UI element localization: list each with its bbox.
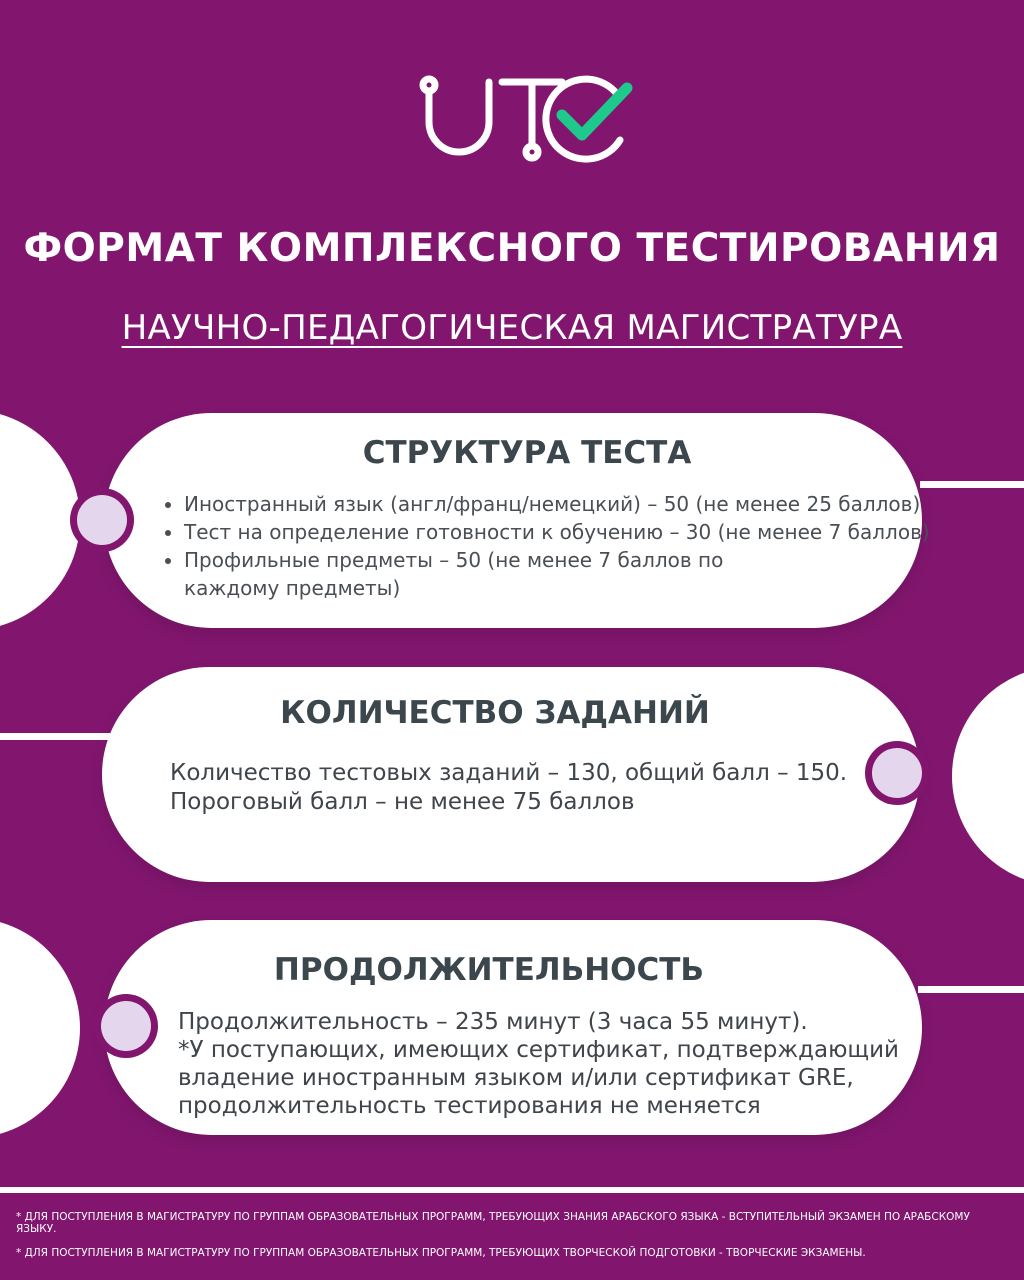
- decor-circle-left-1: [0, 410, 80, 630]
- text-line: Пороговый балл – не менее 75 баллов: [170, 789, 635, 815]
- list-item: • Иностранный язык (англ/франц/немецкий) – 50 (не менее 25 баллов): [184, 490, 954, 518]
- page-title: ФОРМАТ КОМПЛЕКСНОГО ТЕСТИРОВАНИЯ: [23, 226, 1001, 271]
- logo-letter-u: [429, 82, 489, 152]
- list-item: • Профильные предметы – 50 (не менее 7 баллов по каждому предметы): [184, 546, 824, 602]
- decor-line-2: [0, 733, 110, 740]
- card-title: КОЛИЧЕСТВО ЗАДАНИЙ: [280, 695, 710, 731]
- decor-circle-left-3: [0, 918, 80, 1138]
- text-line: *У поступающих, имеющих сертификат, подтверждающий: [178, 1037, 899, 1063]
- card-text: [178, 1008, 899, 1120]
- decor-circle-right-2: [952, 666, 1024, 886]
- decor-line-1: [920, 481, 1024, 488]
- logo-letter-c: [546, 79, 620, 159]
- card-knob-icon: [865, 741, 929, 805]
- card-test-structure: [104, 413, 930, 628]
- decor-line-3: [918, 986, 1024, 993]
- text-line: Количество тестовых заданий – 130, общий балл – 150.: [170, 760, 848, 786]
- card-knob-icon: [94, 994, 158, 1058]
- circuit-node-icon: [526, 146, 538, 158]
- card-title: ПРОДОЛЖИТЕЛЬНОСТЬ: [273, 952, 705, 988]
- card-title: СТРУКТУРА ТЕСТА: [362, 435, 692, 471]
- footnote-creative: * ДЛЯ ПОСТУПЛЕНИЯ В МАГИСТРАТУРУ ПО ГРУППАМ ОБРАЗОВАТЕЛЬНЫХ ПРОГРАММ, ТРЕБУЮЩИХ ТВОРЧЕСКОЙ ПОДГОТОВКИ - ТВОРЧЕСКИЕ ЭКЗАМЕНЫ.: [16, 1247, 866, 1259]
- text-line: продолжительность тестирования не меняется: [178, 1093, 761, 1119]
- footnote-arabic: * ДЛЯ ПОСТУПЛЕНИЯ В МАГИСТРАТУРУ ПО ГРУППАМ ОБРАЗОВАТЕЛЬНЫХ ПРОГРАММ, ТРЕБУЮЩИХ ЗНАНИЯ АРАБСКОГО ЯЗЫКА - ВСТУПИТЕЛЬНЫЙ ЭКЗАМЕН ПО АРАБСКОМУ ЯЗЫКУ.: [16, 1211, 970, 1235]
- list-item: • Тест на определение готовности к обучению – 30 (не менее 7 баллов): [184, 518, 954, 546]
- text-line: Продолжительность – 235 минут (3 часа 55 минут).: [178, 1009, 808, 1035]
- card-text: [170, 759, 847, 817]
- footer-divider: [0, 1187, 1024, 1193]
- card-knob-icon: [70, 488, 134, 552]
- utc-logo: [412, 70, 642, 170]
- page-subtitle: НАУЧНО-ПЕДАГОГИЧЕСКАЯ МАГИСТРАТУРА: [121, 308, 903, 348]
- check-icon: [562, 88, 627, 135]
- text-line: владение иностранным языком и/или сертификат GRE,: [178, 1065, 854, 1091]
- card-duration: [104, 920, 922, 1135]
- structure-list: [162, 490, 954, 602]
- card-task-count: [102, 667, 920, 882]
